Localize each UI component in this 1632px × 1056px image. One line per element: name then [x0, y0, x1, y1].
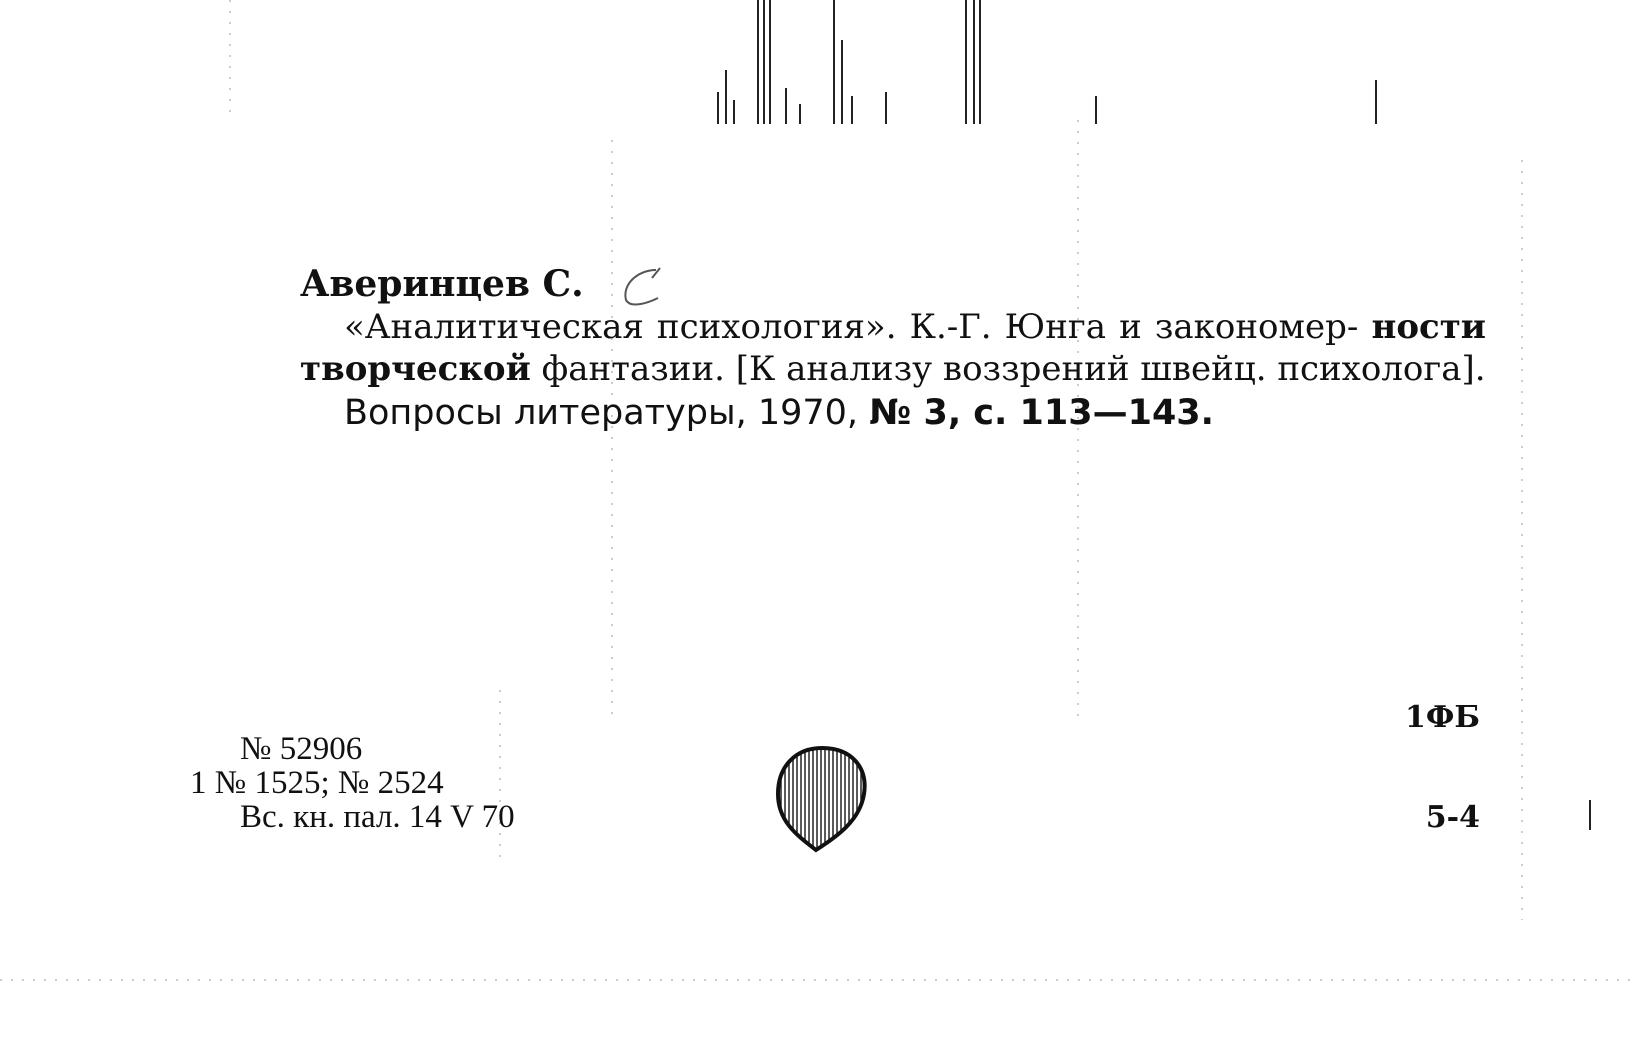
- book-chamber-stamp: Вс. кн. пал. 14 V 70: [240, 799, 515, 835]
- title-bold-part: ности творческой: [300, 307, 1486, 389]
- source-journal: Вопросы литературы, 1970,: [344, 393, 870, 433]
- source-issue: № 3, с. 113—143.: [869, 393, 1214, 433]
- title-prefix: «Аналитическая психология». К.-Г. Юнга и закономер-: [344, 307, 1359, 347]
- record-numbers: 1 № 1525; № 2524: [190, 765, 444, 801]
- publication-source: [300, 390, 1486, 436]
- work-title: [300, 306, 1486, 390]
- author-name: Аверинцев С.: [300, 263, 584, 305]
- shelf-code: 5-4: [1425, 800, 1480, 835]
- bibliographic-entry: [300, 262, 1486, 436]
- registry-record: [190, 732, 515, 834]
- punch-hole-icon: [772, 744, 872, 856]
- title-rest: фантазии. [К анализу воззрений швейц. психолога].: [530, 349, 1486, 389]
- classification-code: 1ФБ: [1405, 700, 1480, 735]
- accession-number: № 52906: [240, 731, 363, 767]
